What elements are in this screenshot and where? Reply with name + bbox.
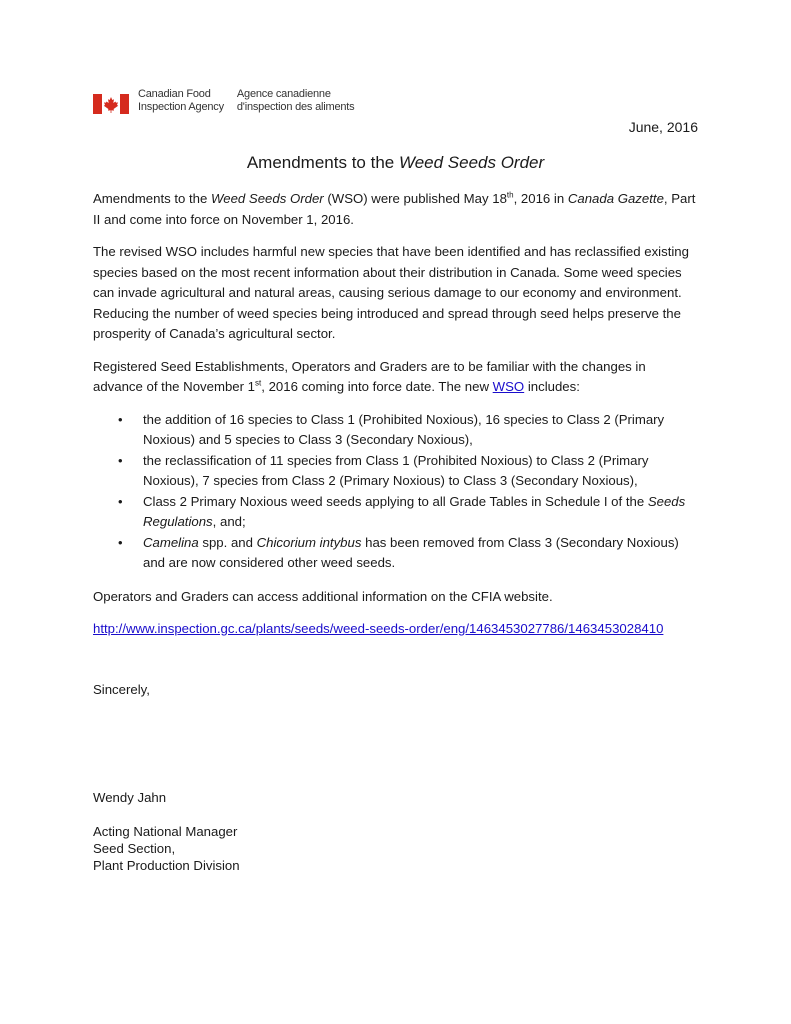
cfia-url-paragraph	[93, 619, 698, 640]
agency-en-line2: Inspection Agency	[138, 101, 224, 113]
list-item-text: the addition of 16 species to Class 1 (Prohibited Noxious), 16 species to Class 2 (Primary Noxious) and 5 species to Class 3 (Secondary Noxious),	[143, 411, 665, 447]
list-item-text: Class 2 Primary Noxious weed seeds applying to all Grade Tables in Schedule I of the	[143, 493, 648, 509]
text-run: , 2016 coming into force date. The new	[261, 379, 493, 394]
text-run: Amendments to the	[93, 191, 212, 206]
signatory-title-block	[93, 823, 698, 874]
text-run: , Part II and come into force on November 1, 2016.	[93, 191, 696, 227]
text-italic: Camelina	[143, 534, 199, 550]
paragraph-registered-establishments	[93, 357, 698, 398]
document-title	[0, 153, 791, 173]
document-body	[93, 189, 698, 874]
title-plain: Amendments to the	[246, 153, 399, 172]
list-item-text: the reclassification of 11 species from Class 1 (Prohibited Noxious) to Class 2 (Primary Noxious), 7 species from Class 2 (Primary Noxious) to Class 3 (Secondary Noxious),	[143, 452, 649, 488]
paragraph-revised-wso: The revised WSO includes harmful new species that have been identified and has reclassified existing species based on the most recent information about their distribution in Canada. Some weed species can invade agricultural and natural areas, causing serious damage to our economy and environment. Reducing the number of weed species being introduced and spread through seed helps preserve the prosperity of Canada’s agricultural sector.	[93, 244, 689, 341]
text-italic: Chicorium intybus	[256, 534, 362, 550]
changes-list	[93, 410, 698, 574]
list-item-text: , and;	[212, 514, 246, 529]
text-italic: Seeds Regulations	[143, 493, 686, 529]
superscript: st	[255, 378, 262, 388]
agency-name-french	[237, 88, 355, 114]
agency-fr-line1: Agence canadienne	[236, 88, 331, 100]
list-item-text: has been removed from Class 3 (Secondary Noxious) and are now considered other weed seeds.	[143, 534, 679, 570]
agency-header	[93, 88, 354, 114]
closing-salutation: Sincerely,	[93, 681, 150, 697]
cfia-url-link[interactable]: http://www.inspection.gc.ca/plants/seeds/weed-seeds-order/eng/1463453027786/1463453028410	[93, 621, 664, 636]
paragraph-additional-info: Operators and Graders can access additional information on the CFIA website.	[93, 588, 553, 604]
list-item	[93, 492, 698, 533]
signatory-title-line2: Seed Section,	[93, 840, 176, 856]
superscript: th	[506, 190, 514, 200]
title-italic: Weed Seeds Order	[398, 153, 545, 172]
bullet-icon: •	[118, 411, 123, 427]
paragraph-publication	[93, 189, 698, 230]
list-item-text: spp. and	[198, 534, 257, 550]
agency-en-line1: Canadian Food	[138, 88, 211, 100]
list-item	[93, 451, 698, 492]
list-item	[93, 410, 698, 451]
wso-link[interactable]: WSO	[492, 379, 525, 394]
signatory-name: Wendy Jahn	[93, 790, 167, 805]
text-run: (WSO) were published May 18	[323, 191, 507, 206]
agency-fr-line2: d'inspection des aliments	[236, 101, 355, 113]
list-item	[93, 533, 698, 574]
text-run: Registered Seed Establishments, Operators and Graders are to be familiar with the changes in advance of the November 1	[93, 358, 646, 394]
bullet-icon: •	[118, 452, 123, 468]
text-italic: Canada Gazette	[567, 191, 664, 206]
bullet-icon: •	[118, 534, 123, 550]
text-run: includes:	[524, 379, 580, 394]
document-date: June, 2016	[628, 119, 698, 135]
signatory-title-line3: Plant Production Division	[93, 857, 240, 873]
signatory-title-line1: Acting National Manager	[93, 823, 238, 839]
text-italic: Weed Seeds Order	[211, 191, 324, 206]
bullet-icon: •	[118, 493, 123, 509]
canada-flag-icon	[93, 94, 129, 114]
text-run: , 2016 in	[513, 191, 568, 206]
agency-name-english	[138, 88, 224, 114]
